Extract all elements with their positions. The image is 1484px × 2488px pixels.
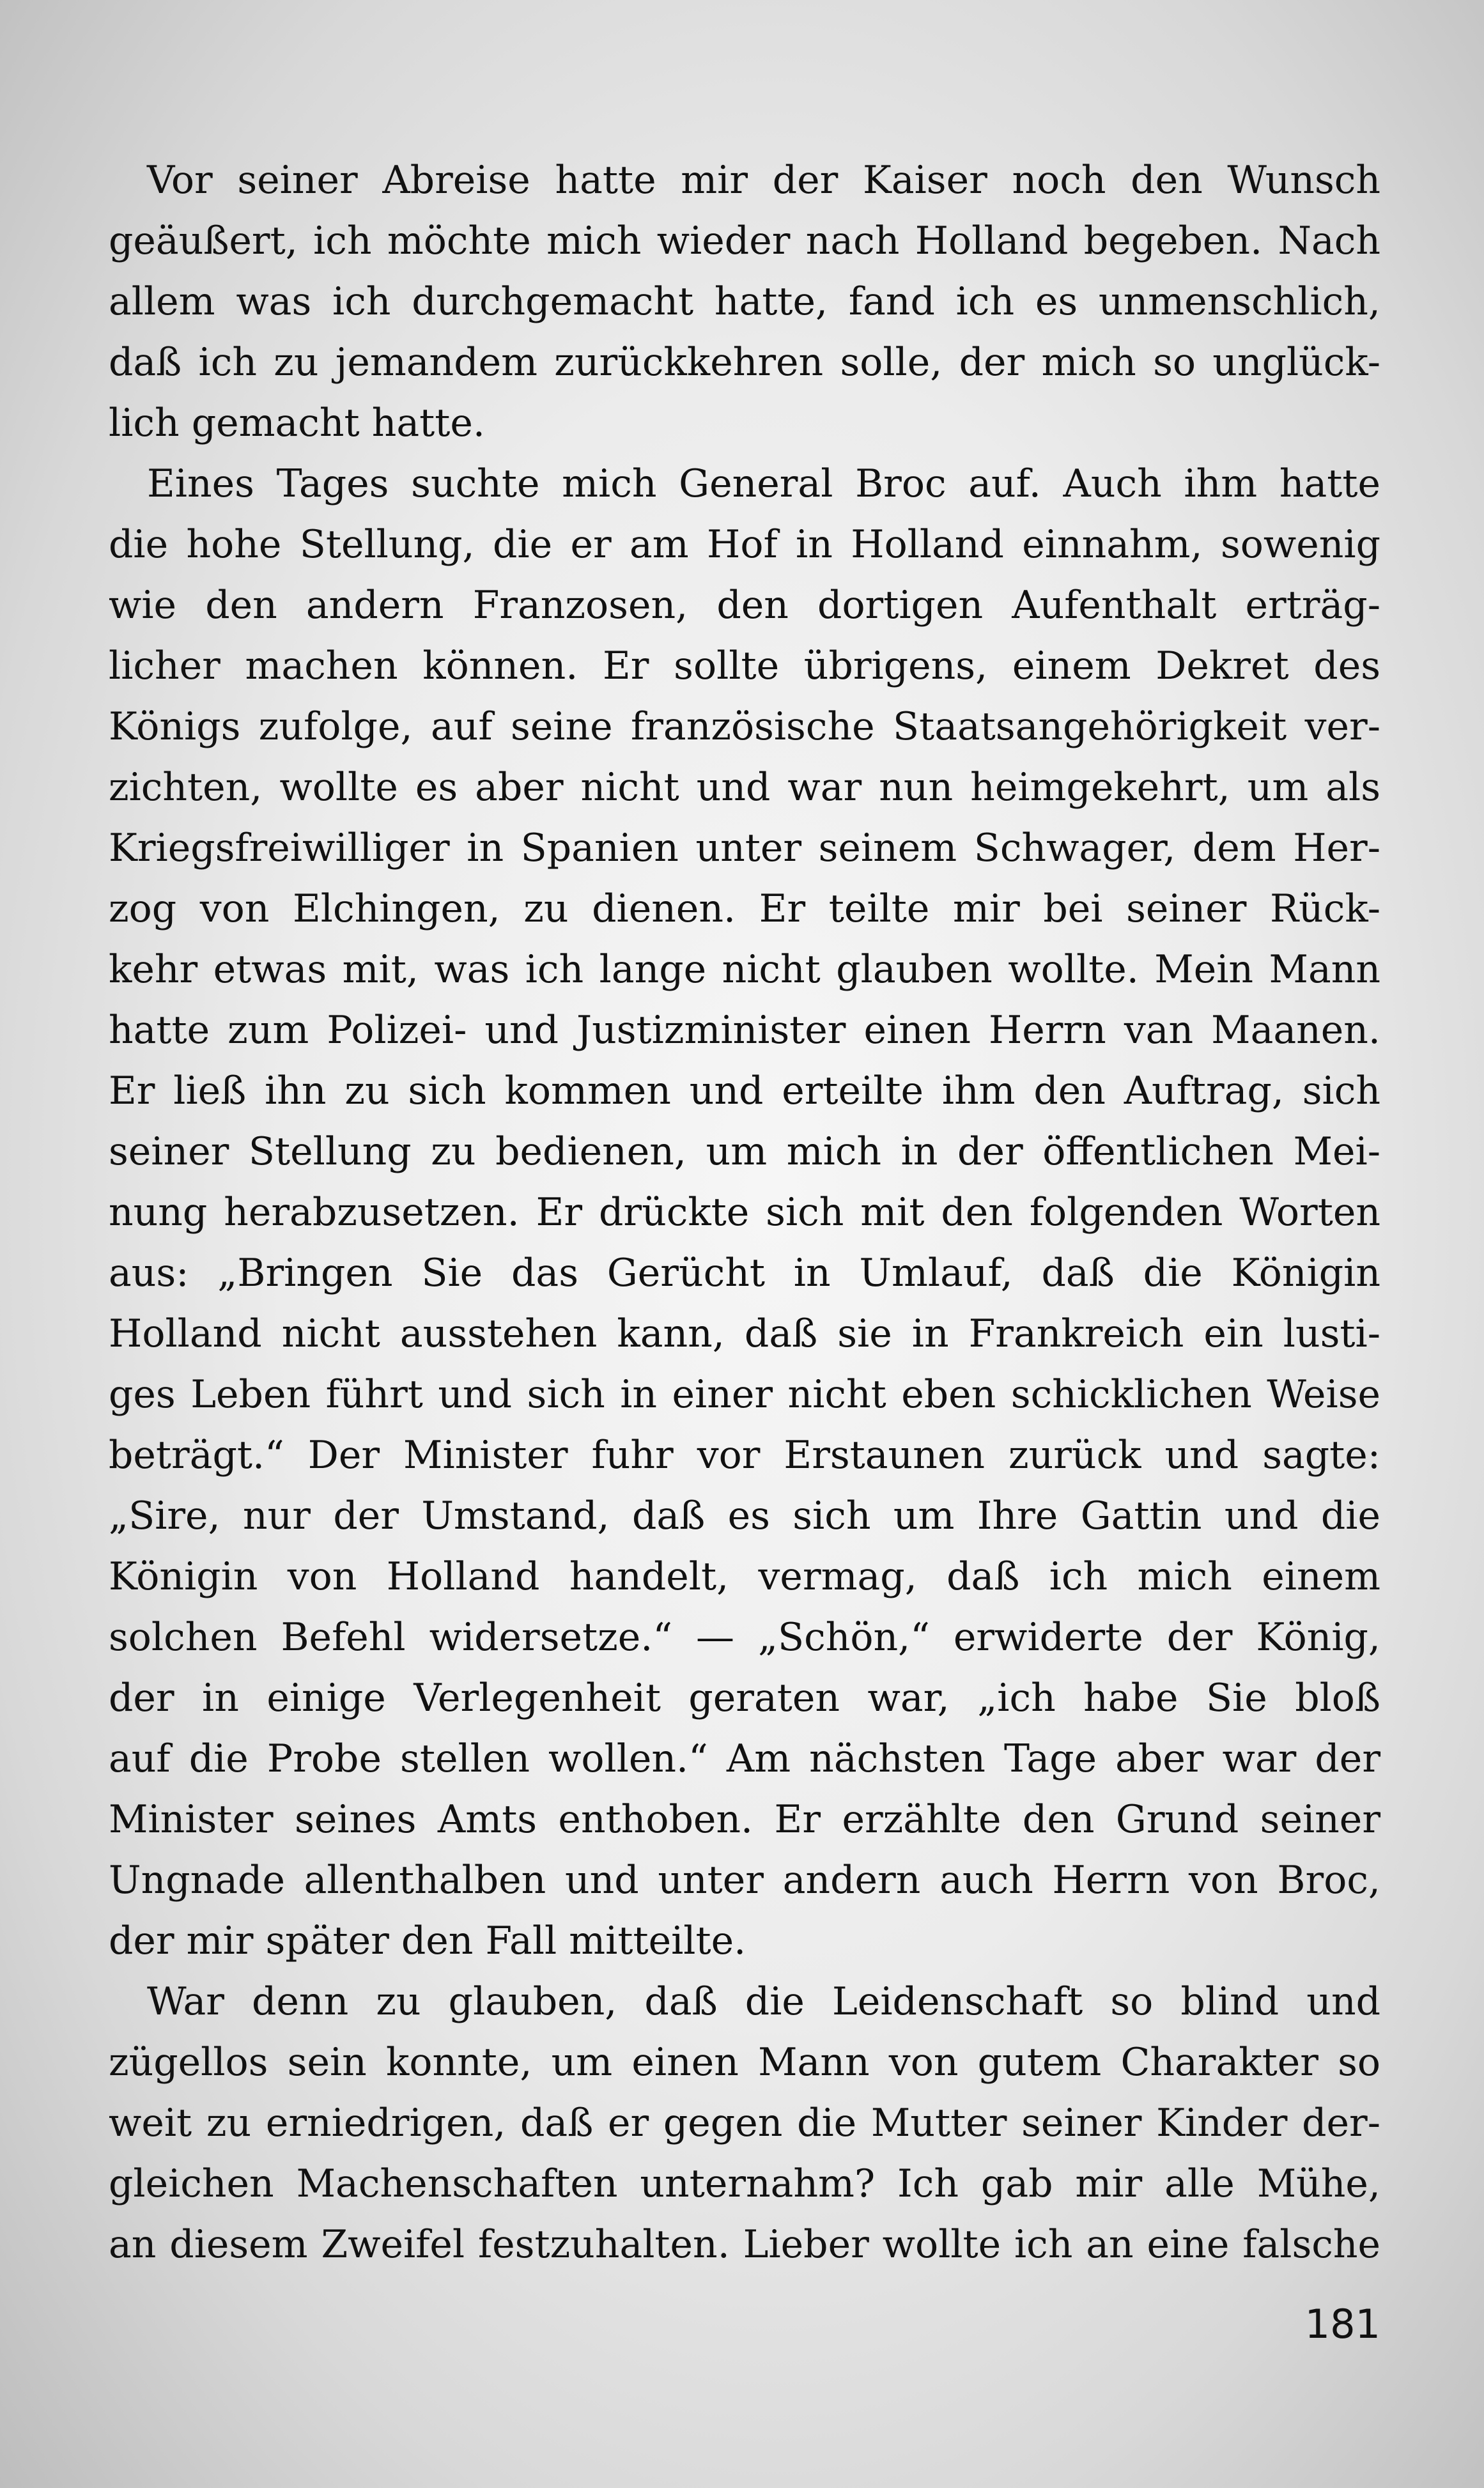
text-line: daß ich zu jemandem zurückkehren solle, der mich so unglück-	[109, 340, 1380, 385]
text-line: solchen Befehl widersetze.“ — „Schön,“ erwiderte der König,	[109, 1615, 1380, 1660]
text-line: die hohe Stellung, die er am Hof in Holland einnahm, sowenig	[109, 522, 1380, 567]
text-line: licher machen können. Er sollte übrigens, einem Dekret des	[109, 644, 1380, 688]
text-line: Kriegsfreiwilliger in Spanien unter seinem Schwager, dem Her-	[109, 826, 1380, 870]
text-line: Eines Tages suchte mich General Broc auf. Auch ihm hatte	[147, 461, 1380, 506]
body-text	[109, 150, 1380, 2275]
text-line: Vor seiner Abreise hatte mir der Kaiser noch den Wunsch	[147, 158, 1380, 203]
text-line: lich gemacht hatte.	[109, 401, 485, 445]
page-number: 181	[1304, 2301, 1380, 2347]
text-line: gleichen Machenschaften unternahm? Ich gab mir alle Mühe,	[109, 2161, 1380, 2206]
text-line: Königs zufolge, auf seine französische Staatsangehörigkeit ver-	[109, 704, 1380, 749]
text-line: allem was ich durchgemacht hatte, fand ich es unmenschlich,	[109, 279, 1380, 324]
text-line: Königin von Holland handelt, vermag, daß ich mich einem	[109, 1554, 1380, 1599]
text-line: beträgt.“ Der Minister fuhr vor Erstaunen zurück und sagte:	[109, 1433, 1380, 1478]
text-line: hatte zum Polizei- und Justizminister einen Herrn van Maanen.	[109, 1008, 1380, 1053]
text-line: seiner Stellung zu bedienen, um mich in der öffentlichen Mei-	[109, 1129, 1380, 1174]
text-line: geäußert, ich möchte mich wieder nach Holland begeben. Nach	[109, 219, 1380, 263]
text-line: weit zu erniedrigen, daß er gegen die Mutter seiner Kinder der-	[109, 2101, 1380, 2145]
paragraph	[109, 150, 1380, 454]
text-line: ges Leben führt und sich in einer nicht eben schicklichen Weise	[109, 1372, 1380, 1417]
text-line: an diesem Zweifel festzuhalten. Lieber wollte ich an eine falsche	[109, 2222, 1380, 2267]
text-line: wie den andern Franzosen, den dortigen Aufenthalt erträg-	[109, 583, 1380, 628]
text-line: War denn zu glauben, daß die Leidenschaft so blind und	[147, 1979, 1380, 2024]
text-line: nung herabzusetzen. Er drückte sich mit den folgenden Worten	[109, 1190, 1380, 1235]
text-line: Er ließ ihn zu sich kommen und erteilte ihm den Auftrag, sich	[109, 1069, 1380, 1113]
text-line: aus: „Bringen Sie das Gerücht in Umlauf, daß die Königin	[109, 1251, 1380, 1295]
paragraph	[109, 454, 1380, 1972]
text-line: zichten, wollte es aber nicht und war nun heimgekehrt, um als	[109, 765, 1380, 810]
text-line: „Sire, nur der Umstand, daß es sich um Ihre Gattin und die	[109, 1494, 1380, 1538]
text-line: kehr etwas mit, was ich lange nicht glauben wollte. Mein Mann	[109, 947, 1380, 992]
text-line: Ungnade allenthalben und unter andern auch Herrn von Broc,	[109, 1858, 1380, 1903]
text-line: der mir später den Fall mitteilte.	[109, 1919, 746, 1963]
text-line: zügellos sein konnte, um einen Mann von gutem Charakter so	[109, 2040, 1380, 2085]
text-line: Minister seines Amts enthoben. Er erzählte den Grund seiner	[109, 1797, 1380, 1842]
text-line: zog von Elchingen, zu dienen. Er teilte mir bei seiner Rück-	[109, 886, 1380, 931]
text-line: auf die Probe stellen wollen.“ Am nächsten Tage aber war der	[109, 1736, 1380, 1781]
text-line: der in einige Verlegenheit geraten war, „ich habe Sie bloß	[109, 1676, 1380, 1720]
paragraph	[109, 1972, 1380, 2275]
text-line: Holland nicht ausstehen kann, daß sie in Frankreich ein lusti-	[109, 1311, 1380, 1356]
